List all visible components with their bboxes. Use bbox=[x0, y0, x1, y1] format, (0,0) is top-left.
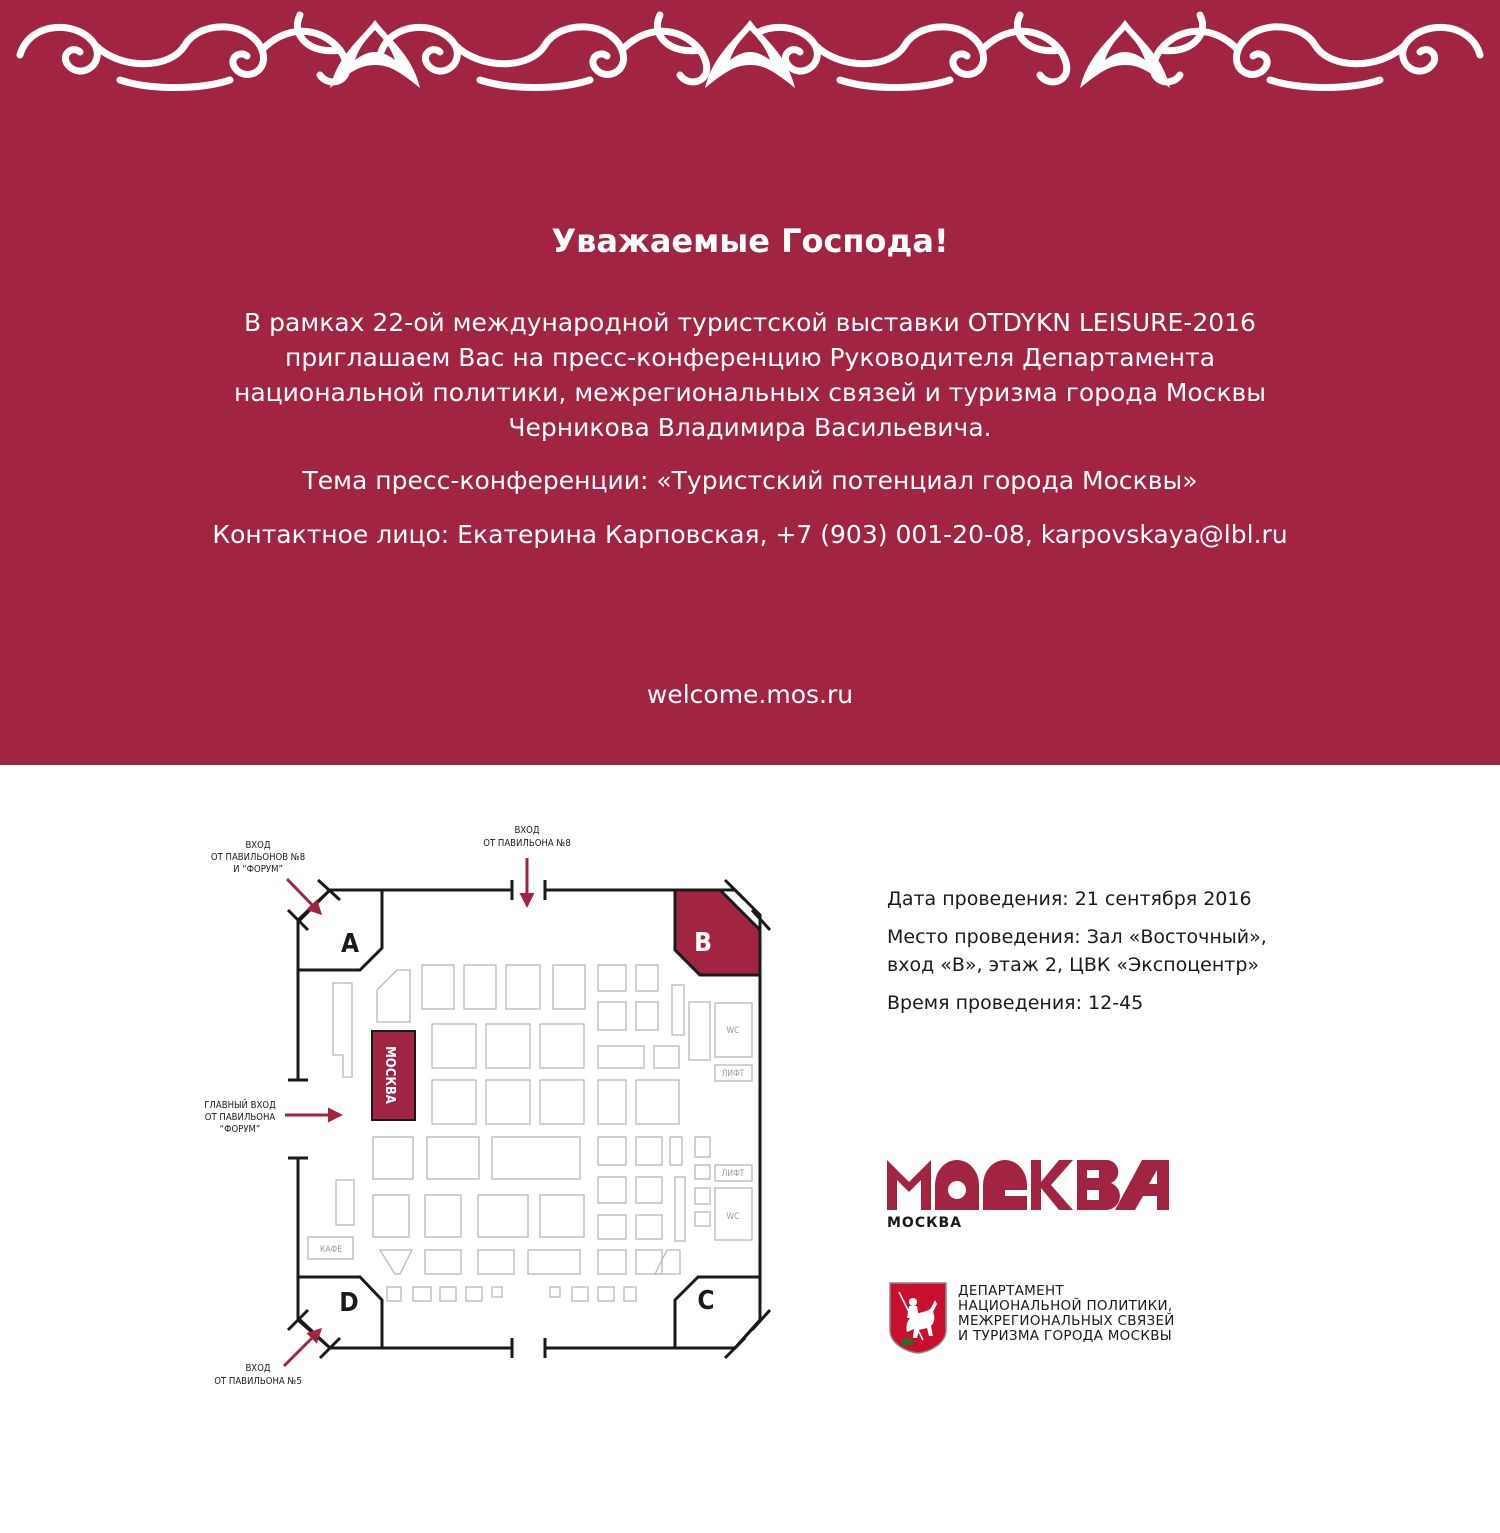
coat-of-arms-icon bbox=[889, 1282, 947, 1354]
corner-label-d: D bbox=[339, 1288, 359, 1318]
intro-line: В рамках 22-ой международной туристской выставки OTDYKN LEISURE-2016 bbox=[244, 308, 1256, 337]
corner-label-a: A bbox=[340, 929, 360, 959]
exhibition-stands bbox=[308, 965, 752, 1301]
intro-line: Черникова Владимира Васильевича. bbox=[508, 413, 992, 442]
moscow-stand bbox=[372, 1031, 415, 1120]
cafe-label: КАФЕ bbox=[319, 1245, 343, 1255]
entrance-label: “ФОРУМ” bbox=[219, 1124, 261, 1135]
lift-label: ЛИФТ bbox=[721, 1169, 745, 1179]
corner-room-c bbox=[675, 1277, 760, 1348]
conference-theme: Тема пресс-конференции: «Туристский потенциал города Москвы» bbox=[302, 466, 1198, 495]
contact-person: Контактное лицо: Екатерина Карповская, +7 (903) 001-20-08, karpovskaya@lbl.ru bbox=[212, 520, 1288, 549]
department-name: ДЕПАРТАМЕНТ НАЦИОНАЛЬНОЙ ПОЛИТИКИ, МЕЖРЕГИОНАЛЬНЫХ СВЯЗЕЙ И ТУРИЗМА ГОРОДА МОСКВЫ bbox=[958, 1283, 1175, 1344]
intro-line: национальной политики, межрегиональных связей и туризма города Москвы bbox=[233, 378, 1267, 407]
moscow-logo-caption: МОСКВА bbox=[887, 1215, 963, 1231]
arrow-icon bbox=[284, 1330, 320, 1366]
greeting-title: Уважаемые Господа! bbox=[551, 222, 949, 260]
intro-line: приглашаем Вас на пресс-конференцию Руководителя Департамента bbox=[284, 343, 1216, 372]
moscow-logo bbox=[887, 1160, 1169, 1210]
entrance-label: ВХОД bbox=[245, 1363, 271, 1374]
entrance-label: ВХОД bbox=[514, 825, 540, 836]
intro-text bbox=[200, 305, 1300, 445]
arrow-icon bbox=[287, 879, 320, 913]
corner-label-b: B bbox=[694, 928, 712, 958]
invitation-banner bbox=[0, 0, 1500, 765]
stand-label: МОСКВА bbox=[382, 1046, 397, 1104]
lift-label: ЛИФТ bbox=[721, 1069, 745, 1079]
wc-label: WC bbox=[726, 1026, 740, 1036]
entrance-label: ГЛАВНЫЙ ВХОД bbox=[204, 1100, 276, 1111]
event-time: Время проведения: 12-45 bbox=[887, 992, 1144, 1014]
entrance-label: ОТ ПАВИЛЬОНОВ №8 bbox=[210, 852, 306, 863]
event-location: Место проведения: Зал «Восточный», вход «В», этаж 2, ЦВК «Экспоцентр» bbox=[887, 926, 1267, 976]
event-details bbox=[887, 885, 1307, 1027]
entrance-label: И “ФОРУМ” bbox=[233, 864, 283, 875]
wc-label: WC bbox=[726, 1212, 740, 1222]
entrance-label: ОТ ПАВИЛЬОНА №8 bbox=[483, 838, 571, 849]
corner-label-c: C bbox=[697, 1286, 715, 1316]
entrance-label: ОТ ПАВИЛЬОНА bbox=[204, 1112, 276, 1123]
entrance-label: ВХОД bbox=[245, 840, 271, 851]
ornament-border bbox=[0, 0, 1500, 100]
floor-plan bbox=[190, 815, 790, 1395]
website-link[interactable]: welcome.mos.ru bbox=[646, 680, 854, 709]
event-date: Дата проведения: 21 сентября 2016 bbox=[887, 888, 1252, 910]
entrance-label: ОТ ПАВИЛЬОНА №5 bbox=[214, 1376, 302, 1387]
